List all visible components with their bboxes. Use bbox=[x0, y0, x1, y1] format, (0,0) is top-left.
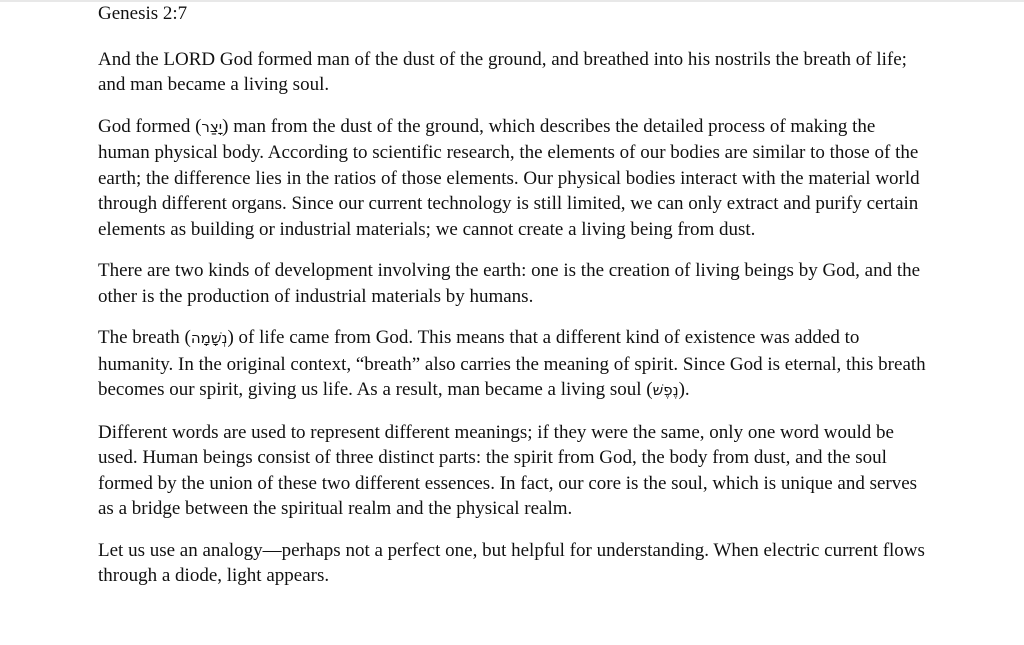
hebrew-word-soul: נֶפֶשׁ bbox=[652, 381, 679, 399]
paragraph-formed bbox=[98, 114, 928, 243]
paragraph-development: There are two kinds of development involving the earth: one is the creation of living beings by God, and the other is the production of industrial materials by humans. bbox=[98, 260, 921, 307]
document-body bbox=[98, 1, 928, 605]
paragraph-breath-middle: ) of life came from God. This means that a different kind of existence was added to humanity. In the original context, “breath” also carries the meaning of spirit. Since God is eternal, this breath becomes our spirit, giving us life. As a result, man became a living soul ( bbox=[98, 327, 926, 400]
paragraph-breath-end: ). bbox=[678, 379, 690, 400]
hebrew-word-breath: נְשָׁמָה bbox=[190, 329, 228, 347]
paragraph-words: Different words are used to represent different meanings; if they were the same, only one word would be used. Human beings consist of three distinct parts: the spirit from God, the body from dust, and the soul formed by the union of these two different essences. In fact, our core is the soul, which is unique and serves as a bridge between the spiritual realm and the physical realm. bbox=[98, 421, 918, 519]
paragraph-breath-start: The breath ( bbox=[98, 327, 191, 348]
scripture-reference: Genesis 2:7 bbox=[98, 3, 188, 24]
paragraph-breath bbox=[98, 325, 928, 404]
paragraph-analogy: Let us use an analogy—perhaps not a perfect one, but helpful for understanding. When electric current flows through a diode, light appears. bbox=[98, 539, 925, 586]
verse-text: And the LORD God formed man of the dust of the ground, and breathed into his nostrils the breath of life; and man became a living soul. bbox=[98, 48, 907, 95]
paragraph-formed-start: God formed ( bbox=[98, 115, 202, 137]
hebrew-word-formed: יָצַר bbox=[201, 117, 223, 136]
paragraph-formed-rest: ) man from the dust of the ground, which describes the detailed process of making the human physical body. According to scientific research, the elements of our bodies are similar to those of the earth; the difference lies in the ratios of those elements. Our physical bodies interact with the material world through different organs. Since our current technology is still limited, we can only extract and purify certain elements as building or industrial materials; we cannot create a living being from dust. bbox=[98, 115, 920, 240]
